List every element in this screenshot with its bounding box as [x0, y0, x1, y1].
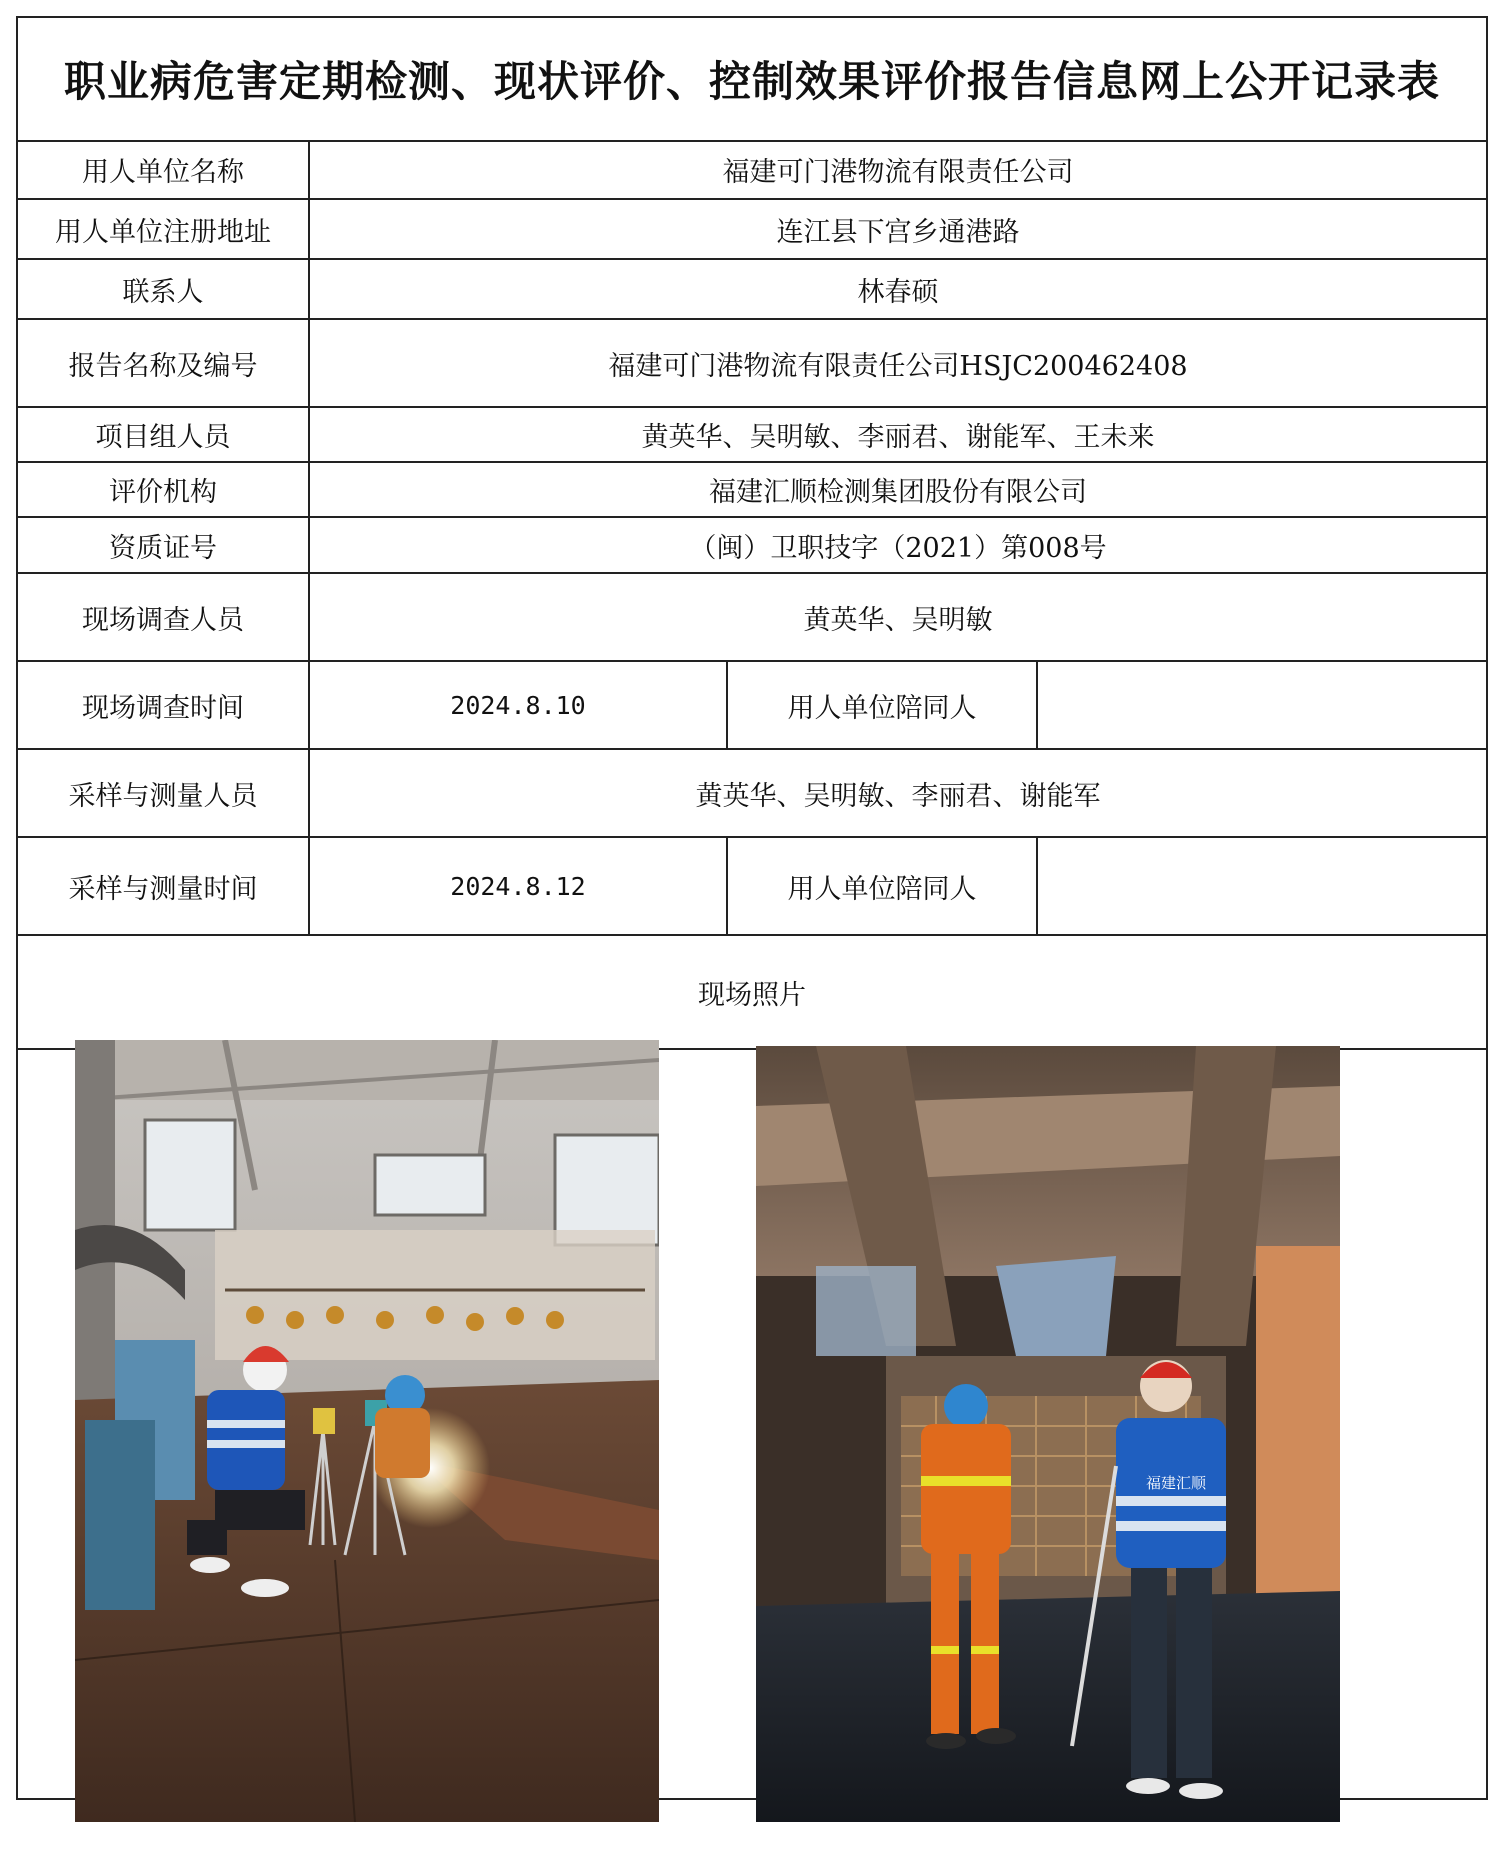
value-agency: 福建汇顺检测集团股份有限公司 [709, 477, 1087, 508]
label-sampling-staff: 采样与测量人员 [18, 750, 310, 836]
label-survey-companion: 用人单位陪同人 [728, 662, 1038, 748]
value-sampling-staff: 黄英华、吴明敏、李丽君、谢能军 [695, 780, 1101, 812]
label-team: 项目组人员 [18, 408, 310, 461]
label-survey-time: 现场调查时间 [18, 662, 310, 748]
label-sampling-time: 采样与测量时间 [18, 838, 310, 934]
value-team: 黄英华、吴明敏、李丽君、谢能军、王未来 [641, 422, 1155, 453]
label-survey-staff: 现场调查人员 [18, 574, 310, 660]
row-cert [18, 518, 1486, 574]
value-sampling-companion [1038, 838, 1486, 934]
page-title: 职业病危害定期检测、现状评价、控制效果评价报告信息网上公开记录表 [18, 18, 1486, 142]
photos-header: 现场照片 [18, 936, 1486, 1050]
label-employer-name: 用人单位名称 [18, 140, 310, 198]
label-employer-address: 用人单位注册地址 [18, 200, 310, 258]
value-employer-address: 连江县下宫乡通港路 [776, 216, 1020, 248]
row-agency [18, 463, 1486, 518]
value-sampling-time: 2024.8.12 [310, 838, 728, 934]
value-survey-companion [1038, 662, 1486, 748]
row-sampling-time [18, 838, 1486, 936]
value-employer-name: 福建可门港物流有限责任公司 [722, 156, 1074, 188]
value-report: 福建可门港物流有限责任公司HSJC200462408 [608, 350, 1188, 382]
row-report [18, 320, 1486, 408]
row-survey-time [18, 662, 1486, 750]
value-survey-time: 2024.8.10 [310, 662, 728, 748]
site-photo-conveyor [756, 1046, 1340, 1822]
site-photo-workshop [75, 1040, 659, 1822]
row-team [18, 408, 1486, 463]
value-contact: 林春硕 [857, 276, 939, 308]
row-sampling-staff [18, 750, 1486, 838]
row-employer-name [18, 140, 1486, 200]
row-employer-address [18, 200, 1486, 260]
label-agency: 评价机构 [18, 463, 310, 516]
vest-logo-text: 福建汇顺 [1146, 1474, 1207, 1492]
value-cert: （闽）卫职技字（2021）第008号 [689, 532, 1107, 564]
row-survey-staff [18, 574, 1486, 662]
label-sampling-companion: 用人单位陪同人 [728, 838, 1038, 934]
label-cert: 资质证号 [18, 518, 310, 572]
value-survey-staff: 黄英华、吴明敏 [803, 604, 993, 636]
label-contact: 联系人 [18, 260, 310, 318]
label-report: 报告名称及编号 [18, 320, 310, 406]
row-contact [18, 260, 1486, 320]
